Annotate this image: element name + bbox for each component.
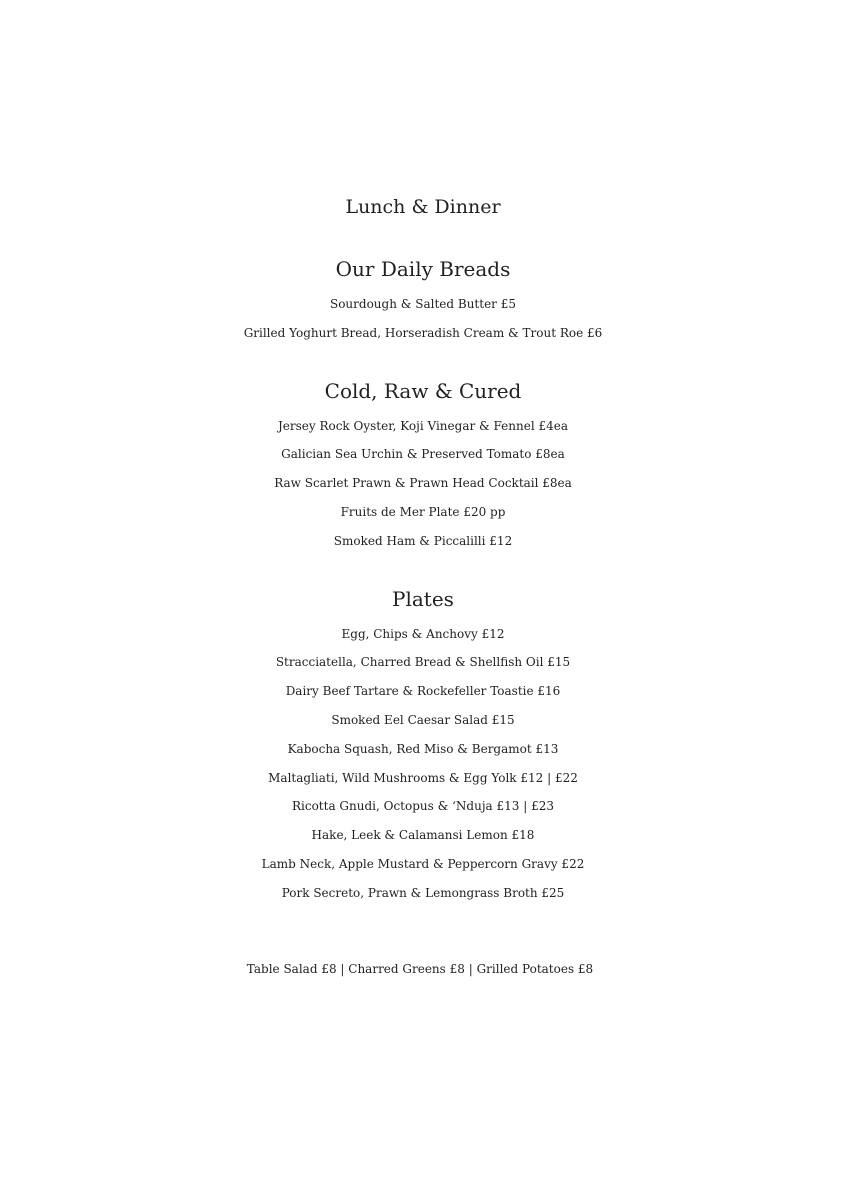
menu (0, 192, 846, 984)
sides-line: Table Salad £8 | Charred Greens £8 | Grilled Potatoes £8 (246, 961, 594, 976)
menu-item: Lamb Neck, Apple Mustard & Peppercorn Gravy £22 (261, 856, 585, 871)
menu-item: Stracciatella, Charred Bread & Shellfish Oil £15 (275, 655, 571, 670)
menu-item: Grilled Yoghurt Bread, Horseradish Cream & Trout Roe £6 (243, 325, 603, 340)
menu-item: Ricotta Gnudi, Octopus & ‘Nduja £13 | £23 (291, 799, 554, 814)
section-daily-breads (0, 254, 846, 348)
menu-item: Raw Scarlet Prawn & Prawn Head Cocktail £8ea (274, 476, 572, 491)
section-plates (0, 584, 846, 908)
menu-item: Sourdough & Salted Butter £5 (329, 297, 516, 311)
menu-item: Fruits de Mer Plate £20 pp (340, 504, 506, 519)
menu-item: Jersey Rock Oyster, Koji Vinegar & Fennel £4ea (277, 418, 569, 433)
menu-item: Smoked Eel Caesar Salad £15 (331, 712, 515, 727)
menu-item: Hake, Leek & Calamansi Lemon £18 (311, 828, 535, 843)
menu-title: Lunch & Dinner (345, 196, 501, 218)
menu-item: Dairy Beef Tartare & Rockefeller Toastie £16 (285, 684, 561, 699)
menu-item: Smoked Ham & Piccalilli £12 (333, 533, 513, 548)
section-heading: Plates (392, 586, 454, 611)
menu-item: Pork Secreto, Prawn & Lemongrass Broth £25 (281, 885, 565, 900)
menu-item: Galician Sea Urchin & Preserved Tomato £8ea (281, 447, 565, 462)
menu-item: Maltagliati, Wild Mushrooms & Egg Yolk £12 | £22 (268, 770, 578, 785)
menu-item: Kabocha Squash, Red Miso & Bergamot £13 (287, 741, 559, 756)
menu-item: Egg, Chips & Anchovy £12 (341, 626, 505, 641)
section-cold-raw-cured (0, 376, 846, 556)
section-heading: Cold, Raw & Cured (324, 378, 522, 403)
section-heading: Our Daily Breads (335, 257, 511, 281)
